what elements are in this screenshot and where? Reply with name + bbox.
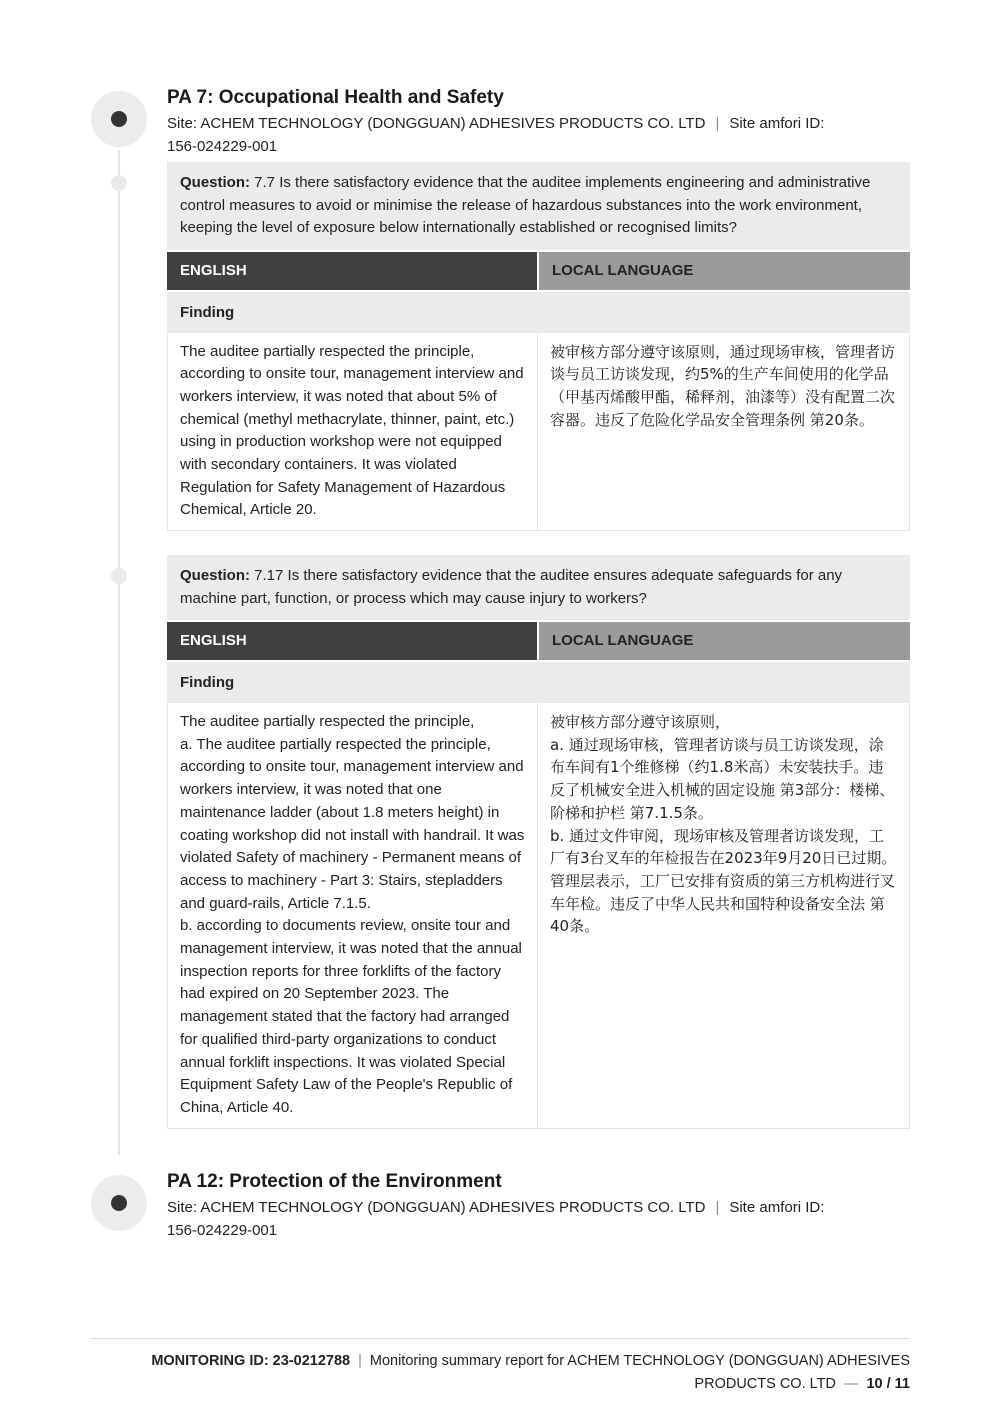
- finding-row: [167, 703, 910, 1129]
- question-body: 7.7 Is there satisfactory evidence that the auditee implements engineering and administrative control measures to avoid or minimise the release of hazardous substances into the work environment, keeping the level of exposure below internationally established or recognised limits?: [180, 174, 871, 236]
- section-title: PA 7: Occupational Health and Safety: [167, 87, 504, 108]
- question-block: [167, 162, 910, 531]
- timeline-dot: [111, 111, 127, 127]
- english-column-header: ENGLISH: [167, 252, 537, 290]
- finding-english: The auditee partially respected the principle, according to onsite tour, management interview and workers interview, it was noted that about 5% of chemical (methyl methacrylate, thinner, paint, etc.) using in production workshop were not equipped with secondary containers. It was violated Regulation for Safety Management of Hazardous Chemical, Article 20.: [168, 333, 538, 531]
- separator: |: [358, 1353, 362, 1369]
- local-language-column-header: LOCAL LANGUAGE: [539, 622, 910, 660]
- question-label: Question:: [180, 174, 250, 191]
- site-name: Site: ACHEM TECHNOLOGY (DONGGUAN) ADHESIVES PRODUCTS CO. LTD: [167, 1199, 706, 1216]
- section-header: [167, 1170, 867, 1242]
- question-block: [167, 555, 910, 1129]
- question-text: [167, 555, 910, 620]
- section-title: PA 12: Protection of the Environment: [167, 1171, 502, 1192]
- finding-label: Finding: [167, 662, 910, 703]
- site-id: 156-024229-001: [167, 1222, 278, 1239]
- finding-local: 被审核方部分遵守该原则， a. 通过现场审核，管理者访谈与员工访谈发现，涂布车间有1个维修梯（约1.8米高）未安装扶手。违反了机械安全进入机械的固定设施 第3部分：楼梯、阶梯和护栏 第7.1.5条。 b. 通过文件审阅，现场审核及管理者访谈发现，工厂有3台叉车的年检报告在2023年9月20日已过期。管理层表示，工厂已安排有资质的第三方机构进行叉车年检。违反了中华人民共和国特种设备安全法 第40条。: [550, 713, 897, 936]
- question-text: [167, 162, 910, 250]
- language-header: [167, 622, 910, 660]
- finding-label: Finding: [167, 292, 910, 333]
- finding-local: 被审核方部分遵守该原则，通过现场审核，管理者访谈与员工访谈发现，约5%的生产车间使用的化学品（甲基丙烯酸甲酯，稀释剂，油漆等）没有配置二次容器。违反了危险化学品安全管理条例 第20条。: [550, 342, 896, 429]
- separator: |: [715, 1199, 720, 1216]
- site-info: [167, 112, 867, 158]
- timeline-question-marker: [111, 568, 127, 584]
- timeline-section-marker: [91, 91, 147, 147]
- site-name: Site: ACHEM TECHNOLOGY (DONGGUAN) ADHESIVES PRODUCTS CO. LTD: [167, 115, 706, 132]
- page-number: 10 / 11: [866, 1375, 910, 1392]
- monitoring-id: MONITORING ID: 23-0212788: [151, 1353, 351, 1369]
- site-id-label: Site amfori ID:: [729, 1199, 825, 1216]
- english-column-header: ENGLISH: [167, 622, 537, 660]
- question-label: Question:: [180, 567, 250, 584]
- local-language-column-header: LOCAL LANGUAGE: [539, 252, 910, 290]
- timeline-section-marker: [91, 1175, 147, 1231]
- timeline-dot: [111, 1195, 127, 1211]
- timeline-question-marker: [111, 175, 127, 191]
- footer-text: [90, 1339, 910, 1395]
- report-title: Monitoring summary report for ACHEM TECHNOLOGY (DONGGUAN) ADHESIVES PRODUCTS CO. LTD: [369, 1353, 910, 1392]
- page-footer: [90, 1338, 910, 1395]
- site-id-label: Site amfori ID:: [729, 115, 825, 132]
- finding-english: The auditee partially respected the principle, a. The auditee partially respected the principle, according to onsite tour, management interview and workers interview, it was noted that one maintenance ladder (about 1.8 meters height) in coating workshop did not install with handrail. It was violated Safety of machinery - Permanent means of access to machinery - Part 3: Stairs, stepladders and guard-rails, Article 7.1.5. b. according to documents review, onsite tour and management interview, it was noted that the annual inspection reports for three forklifts of the factory had expired on 20 September 2023. The management stated that the factory had arranged for qualified third-party organizations to conduct annual forklift inspections. It was violated Special Equipment Safety Law of the People's Republic of China, Article 40.: [168, 703, 538, 1128]
- language-header: [167, 252, 910, 290]
- separator: |: [715, 115, 720, 132]
- section-header: [167, 86, 867, 158]
- finding-row: [167, 333, 910, 532]
- site-info: [167, 1196, 867, 1242]
- site-id: 156-024229-001: [167, 138, 278, 155]
- question-body: 7.17 Is there satisfactory evidence that the auditee ensures adequate safeguards for any machine part, function, or process which may cause injury to workers?: [180, 567, 843, 607]
- timeline-line: [118, 150, 120, 1155]
- dash: —: [843, 1375, 859, 1392]
